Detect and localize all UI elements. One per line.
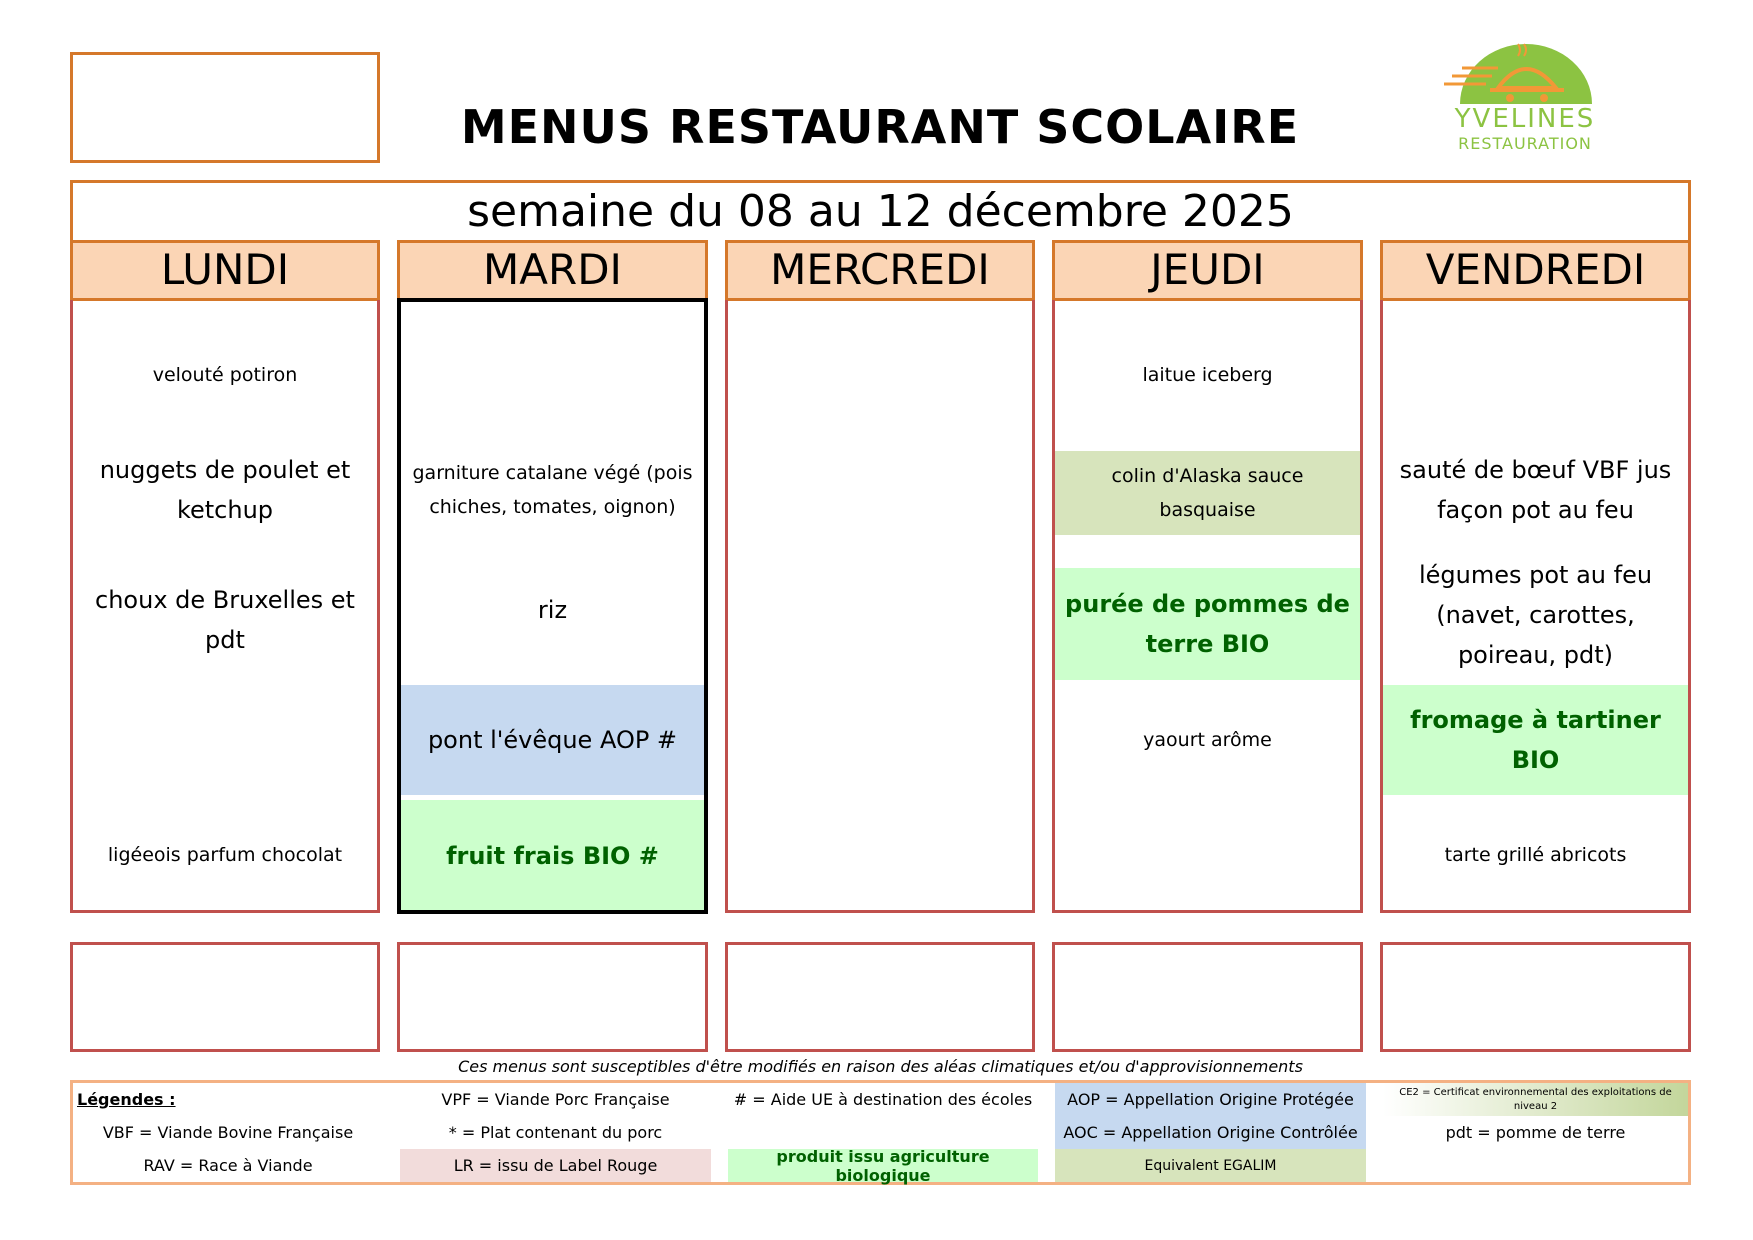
legend-vpf: VPF = Viande Porc Française <box>441 1090 670 1109</box>
legend-title: Légendes : <box>77 1090 176 1109</box>
legend-egalim: Equivalent EGALIM <box>1055 1149 1366 1182</box>
disclaimer: Ces menus sont susceptibles d'être modifiés en raison des aléas climatiques et/ou d'approvisionnements <box>458 1057 1303 1076</box>
menu-item-cheese: yaourt arôme <box>1143 729 1272 751</box>
legend-porc: * = Plat contenant du porc <box>448 1123 663 1142</box>
day-header-lundi: LUNDI <box>70 240 380 301</box>
menu-item-side: choux de Bruxelles et pdt <box>95 586 355 654</box>
highlight-frame-mardi <box>397 298 708 914</box>
legend-aide-ue: # = Aide UE à destination des écoles <box>733 1090 1033 1109</box>
legend-ce2: CE2 = Certificat environnemental des exploitations de niveau 2 <box>1383 1083 1688 1116</box>
logo-line2: RESTAURATION <box>1458 134 1592 153</box>
menu-item-cheese: fromage à tartiner BIO <box>1383 685 1688 795</box>
legend-aop: AOP = Appellation Origine Protégée <box>1055 1083 1366 1116</box>
legend-vbf: VBF = Viande Bovine Française <box>102 1123 354 1142</box>
legend-rav: RAV = Race à Viande <box>143 1156 313 1175</box>
menu-item-cheese <box>73 685 377 795</box>
day-header-jeudi: JEUDI <box>1052 240 1363 301</box>
menu-item-main: nuggets de poulet et ketchup <box>99 456 351 524</box>
menu-item-main: garniture catalane végé (pois chiches, tomates, oignon) <box>412 462 693 518</box>
yvelines-restauration-logo <box>1440 42 1610 157</box>
extra-cell-mercredi <box>725 942 1035 1052</box>
menu-item-main: sauté de bœuf VBF jus façon pot au feu <box>1399 456 1672 524</box>
extra-cell-lundi <box>70 942 380 1052</box>
menu-item-main: colin d'Alaska sauce basquaise <box>1055 451 1360 535</box>
legend-box <box>70 1080 1691 1185</box>
legend-label-rouge: LR = issu de Label Rouge <box>400 1149 711 1182</box>
menu-item-side: riz <box>537 596 568 624</box>
day-column-mercredi <box>725 300 1035 913</box>
day-header-mercredi: MERCREDI <box>725 240 1035 301</box>
menu-item-dessert: ligéeois parfum chocolat <box>107 844 343 866</box>
day-column-lundi <box>70 300 380 913</box>
menu-item-starter: velouté potiron <box>152 364 298 386</box>
extra-cell-vendredi <box>1380 942 1691 1052</box>
menu-item-starter: laitue iceberg <box>1142 364 1273 386</box>
menu-item-starter <box>1383 320 1688 430</box>
legend-aoc: AOC = Appellation Origine Contrôlée <box>1055 1116 1366 1149</box>
menu-item-dessert <box>1055 800 1360 910</box>
menu-item-cheese: pont l'évêque AOP # <box>397 685 708 795</box>
legend-bio: produit issu agriculture biologique <box>728 1149 1038 1182</box>
day-column-vendredi <box>1380 300 1691 913</box>
day-column-jeudi <box>1052 300 1363 913</box>
serving-cart-icon <box>1440 42 1610 104</box>
menu-item-dessert: fruit frais BIO # <box>397 800 708 912</box>
day-header-mardi: MARDI <box>397 240 708 301</box>
week-label: semaine du 08 au 12 décembre 2025 <box>70 180 1691 242</box>
menu-item-side: légumes pot au feu (navet, carottes, poireau, pdt) <box>1418 561 1653 669</box>
page-title: MENUS RESTAURANT SCOLAIRE <box>460 100 1300 154</box>
school-logo-box <box>70 52 380 163</box>
extra-cell-mardi <box>397 942 708 1052</box>
extra-cell-jeudi <box>1052 942 1363 1052</box>
logo-line1: YVELINES <box>1454 104 1596 134</box>
menu-item-side: purée de pommes de terre BIO <box>1055 568 1360 680</box>
menu-item-dessert: tarte grillé abricots <box>1444 844 1627 866</box>
legend-pdt: pdt = pomme de terre <box>1445 1123 1626 1142</box>
day-header-vendredi: VENDREDI <box>1380 240 1691 301</box>
